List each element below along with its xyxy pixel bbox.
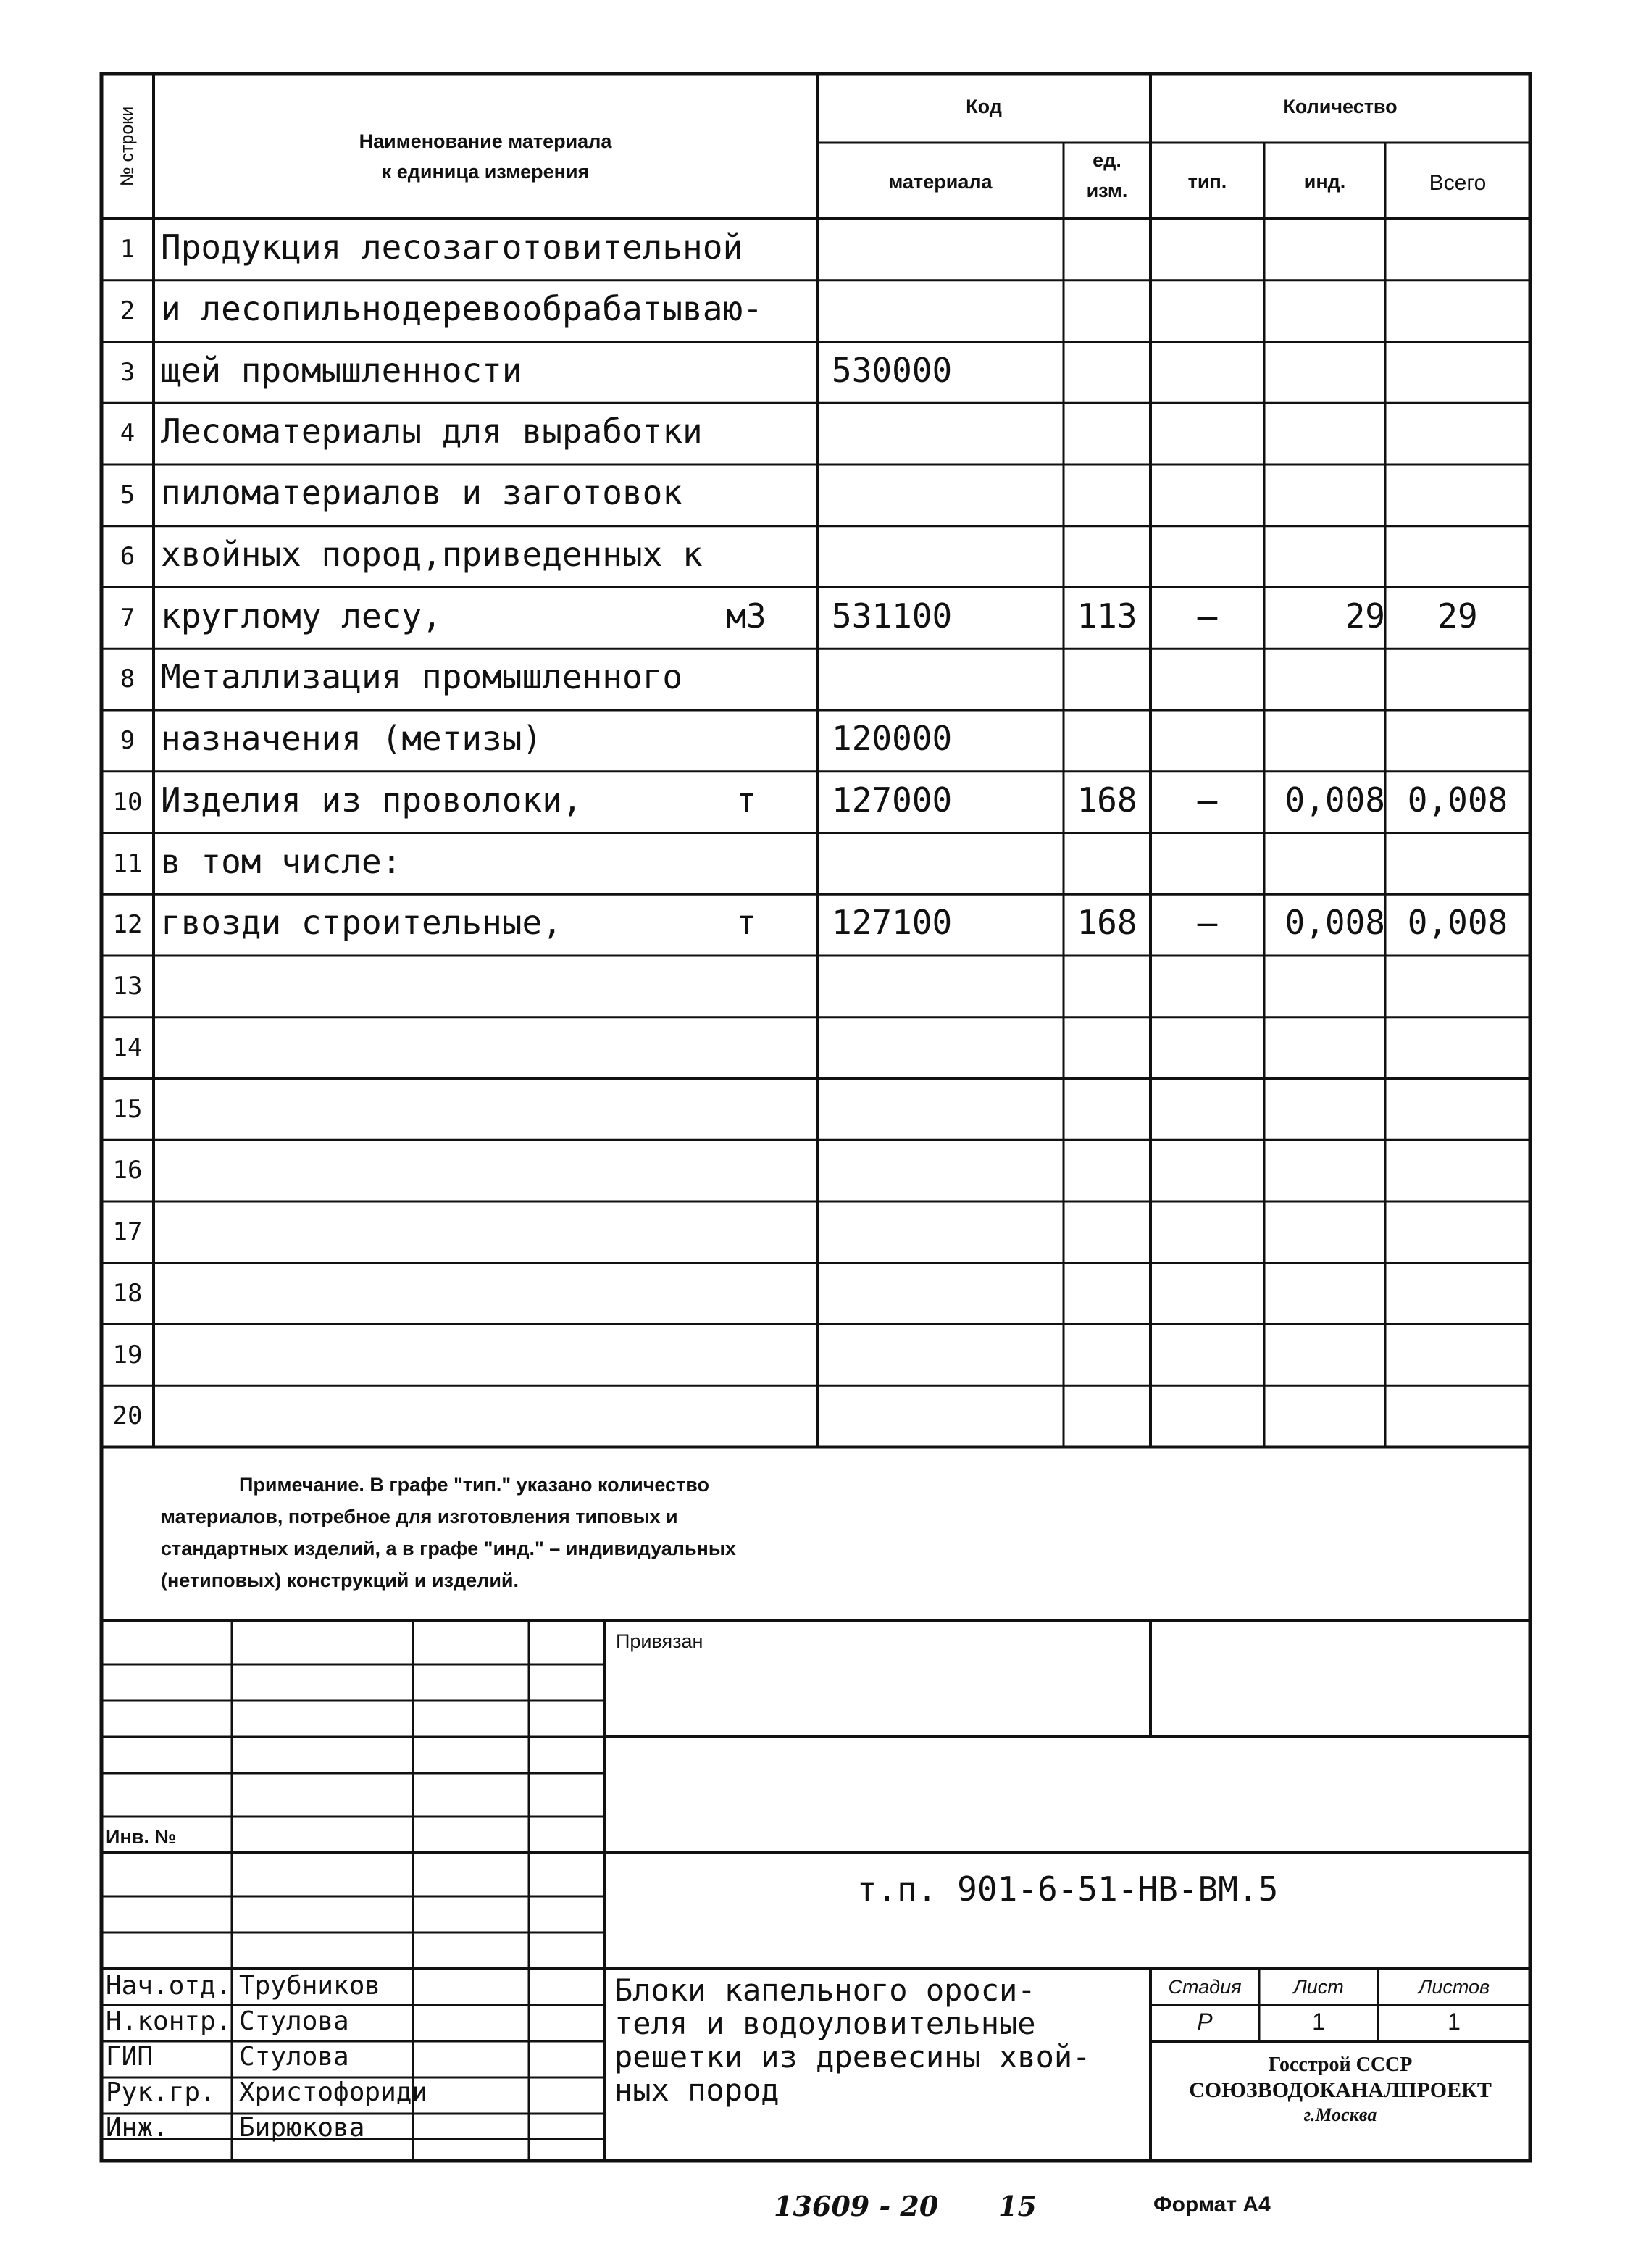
material-code: 120000 <box>832 719 953 758</box>
material-name: хвойных пород,приведенных к <box>161 534 703 574</box>
stamp-sheets-label: Листов <box>1418 1976 1490 1998</box>
qty-ind: 0,008 <box>1284 903 1385 943</box>
stamp-sheets-value: 1 <box>1448 2009 1461 2035</box>
signer-name: Стулова <box>239 2042 349 2072</box>
material-unit: м3 <box>726 596 766 635</box>
stamp-document-code: т.п. 901-6-51-НВ-ВМ.5 <box>856 1869 1279 1909</box>
header-qty-ind: инд. <box>1303 171 1346 193</box>
material-name: Изделия из проволоки, <box>161 780 582 820</box>
header-code-unit-1: ед. <box>1093 149 1121 171</box>
material-name: в том числе: <box>161 841 402 881</box>
unit-code: 168 <box>1077 903 1137 943</box>
unit-code: 168 <box>1077 780 1137 820</box>
signer-role: Рук.гр. <box>106 2077 216 2107</box>
signer-name: Христофориди <box>239 2077 428 2107</box>
header-name-line2: к единица измерения <box>381 161 590 183</box>
header-code-material: материала <box>888 171 993 193</box>
material-name: Металлизация промышленного <box>161 657 683 697</box>
stamp-stage-label: Стадия <box>1168 1976 1242 1998</box>
header-quantity: Количество <box>1283 96 1398 117</box>
stamp-title-line3: решетки из древесины хвой- <box>614 2039 1091 2075</box>
note-line-4: (нетиповых) конструкций и изделий. <box>161 1569 519 1591</box>
row-number: 5 <box>120 480 135 509</box>
footer-page-number: 15 <box>998 2190 1037 2222</box>
signer-name: Трубников <box>239 1971 381 2001</box>
stamp-title-line2: теля и водоуловительные <box>614 2006 1036 2041</box>
qty-typ: – <box>1197 780 1218 820</box>
stamp-privyazan: Привязан <box>616 1630 703 1652</box>
row-number: 11 <box>112 849 143 878</box>
signer-role: Н.контр. <box>106 2006 232 2036</box>
footer-format: Формат А4 <box>1153 2193 1271 2217</box>
stamp-sheet-label: Лист <box>1293 1976 1344 1998</box>
footer-archive-number: 13609 - 20 <box>774 2190 939 2222</box>
material-name: Продукция лесозаготовительной <box>161 228 743 267</box>
header-qty-typ: тип. <box>1187 171 1227 193</box>
material-unit: т <box>736 903 756 943</box>
material-unit: т <box>736 780 756 820</box>
row-number: 14 <box>112 1033 143 1062</box>
signer-role: Инж. <box>106 2113 169 2143</box>
material-code: 127000 <box>832 780 953 820</box>
stamp-title-line1: Блоки капельного ороси- <box>614 1972 1036 2008</box>
qty-typ: – <box>1197 903 1218 943</box>
signer-role: Нач.отд. <box>106 1971 232 2001</box>
header-name-line1: Наименование материала <box>359 130 612 152</box>
row-number: 16 <box>112 1156 143 1185</box>
material-name: щей промышленности <box>161 350 522 390</box>
note-line-2: материалов, потребное для изготовления типовых и <box>161 1506 678 1527</box>
material-name: и лесопильнодеревообрабатываю- <box>161 288 763 328</box>
signer-name: Бирюкова <box>239 2113 365 2143</box>
signer-name: Стулова <box>239 2006 349 2036</box>
row-number: 15 <box>112 1094 143 1124</box>
row-number: 20 <box>112 1401 143 1431</box>
row-number: 3 <box>120 357 135 387</box>
material-code: 531100 <box>832 596 953 635</box>
row-number: 9 <box>120 726 135 755</box>
row-number: 13 <box>112 972 143 1001</box>
header-row-number: № строки <box>117 106 138 187</box>
note-line-1: Примечание. В графе "тип." указано количество <box>239 1474 710 1496</box>
header-qty-total: Всего <box>1429 171 1487 195</box>
note-line-3: стандартных изделий, а в графе "инд." – индивидуальных <box>161 1538 736 1559</box>
qty-total: 29 <box>1437 596 1478 635</box>
stamp-org-line2: СОЮЗВОДОКАНАЛПРОЕКТ <box>1189 2078 1492 2102</box>
row-number: 19 <box>112 1340 143 1369</box>
row-number: 17 <box>112 1217 143 1246</box>
qty-ind: 29 <box>1345 596 1385 635</box>
row-number: 1 <box>120 235 135 264</box>
qty-total: 0,008 <box>1407 780 1508 820</box>
row-number: 4 <box>120 419 135 449</box>
qty-typ: – <box>1197 596 1218 635</box>
material-code: 530000 <box>832 350 953 390</box>
unit-code: 113 <box>1077 596 1137 635</box>
material-name: пиломатериалов и заготовок <box>161 473 683 512</box>
row-number: 8 <box>120 664 135 694</box>
stamp-org-line3: г.Москва <box>1303 2104 1377 2125</box>
material-name: круглому лесу, <box>161 596 442 635</box>
stamp-org-line1: Госстрой СССР <box>1268 2054 1413 2076</box>
qty-ind: 0,008 <box>1284 780 1385 820</box>
header-code: Код <box>966 96 1002 117</box>
stamp-inv-no: Инв. № <box>106 1826 177 1848</box>
row-number: 7 <box>120 603 135 633</box>
qty-total: 0,008 <box>1407 903 1508 943</box>
stamp-stage-value: Р <box>1197 2009 1213 2035</box>
row-number: 10 <box>112 787 143 817</box>
stamp-sheet-value: 1 <box>1312 2009 1325 2035</box>
row-number: 2 <box>120 296 135 325</box>
header-code-unit-2: изм. <box>1086 180 1128 201</box>
row-number: 18 <box>112 1278 143 1308</box>
row-number: 12 <box>112 910 143 940</box>
stamp-title-line4: ных пород <box>614 2072 780 2108</box>
material-name: гвозди строительные, <box>161 903 562 943</box>
row-number: 6 <box>120 541 135 571</box>
material-name: назначения (метизы) <box>161 719 543 758</box>
signer-role: ГИП <box>106 2042 154 2072</box>
material-name: Лесоматериалы для выработки <box>161 412 703 451</box>
material-code: 127100 <box>832 903 953 943</box>
